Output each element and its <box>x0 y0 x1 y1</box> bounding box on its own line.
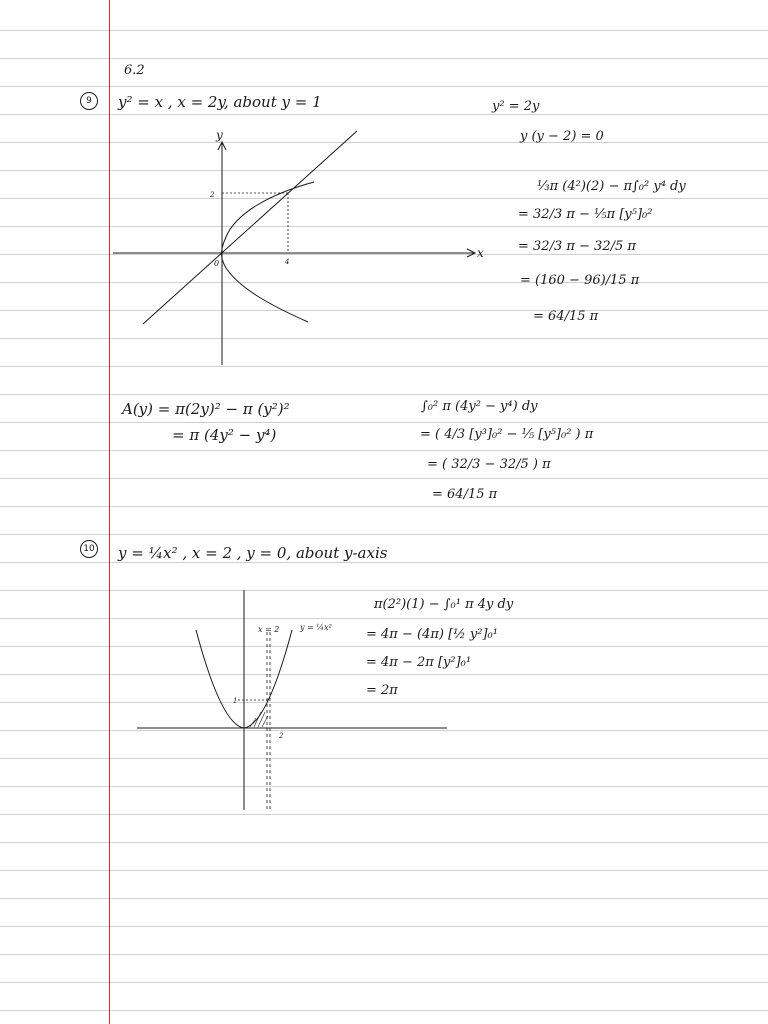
problem-9-statement: y² = x , x = 2y, about y = 1 <box>118 93 322 111</box>
p9-x-tick-label: 4 <box>285 258 290 266</box>
problem-9-number: 9 <box>80 92 98 110</box>
problem-10-statement: y = ¼x² , x = 2 , y = 0, about y-axis <box>118 544 388 562</box>
p9-side-line-5: = 32/3 π − 32/5 π <box>518 239 636 254</box>
p10-work-line-2: = 4π − (4π) [½ y²]₀¹ <box>366 627 498 642</box>
p9-side-line-6: = (160 − 96)/15 π <box>520 273 640 288</box>
p9-area-line-2: = π (4y² − y⁴) <box>172 426 277 444</box>
p10-work-line-4: = 2π <box>366 683 398 698</box>
p10-hatched-region <box>250 712 268 727</box>
p9-integral-line-2: = ( 4/3 [y³]₀² − ⅕ [y⁵]₀² ) π <box>420 427 594 442</box>
p9-side-line-1: y² = 2y <box>492 99 540 114</box>
p10-label-x2: x = 2 <box>258 625 280 634</box>
p10-work-line-3: = 4π − 2π [y²]₀¹ <box>366 655 472 670</box>
p9-integral-line-4: = 64/15 π <box>432 487 498 502</box>
p9-side-line-3: ⅓π (4²)(2) − π∫₀² y⁴ dy <box>537 179 686 194</box>
p10-label-curve: y = ¼x² <box>300 623 332 632</box>
p9-integral-line-1: ∫₀² π (4y² − y⁴) dy <box>421 399 538 414</box>
p9-origin-label: 0 <box>214 259 220 268</box>
p10-work-line-1: π(2²)(1) − ∫₀¹ π 4y dy <box>374 597 514 612</box>
p9-y-tick-label: 2 <box>210 191 215 199</box>
p9-x-axis-label: x <box>477 246 484 260</box>
p9-integral-line-3: = ( 32/3 − 32/5 ) π <box>427 457 551 472</box>
p9-side-line-7: = 64/15 π <box>533 309 599 324</box>
section-heading: 6.2 <box>124 63 145 78</box>
p9-side-line-4: = 32/3 π − ⅕π [y⁵]₀² <box>518 207 653 222</box>
p10-y-tick-label: 1 <box>233 697 238 705</box>
p10-x-tick-label: 2 <box>279 732 284 740</box>
p9-y-axis-label: y <box>216 128 223 142</box>
p9-side-line-2: y (y − 2) = 0 <box>520 129 604 144</box>
p9-area-line-1: A(y) = π(2y)² − π (y²)² <box>122 400 290 418</box>
problem-10-number: 10 <box>80 540 98 558</box>
